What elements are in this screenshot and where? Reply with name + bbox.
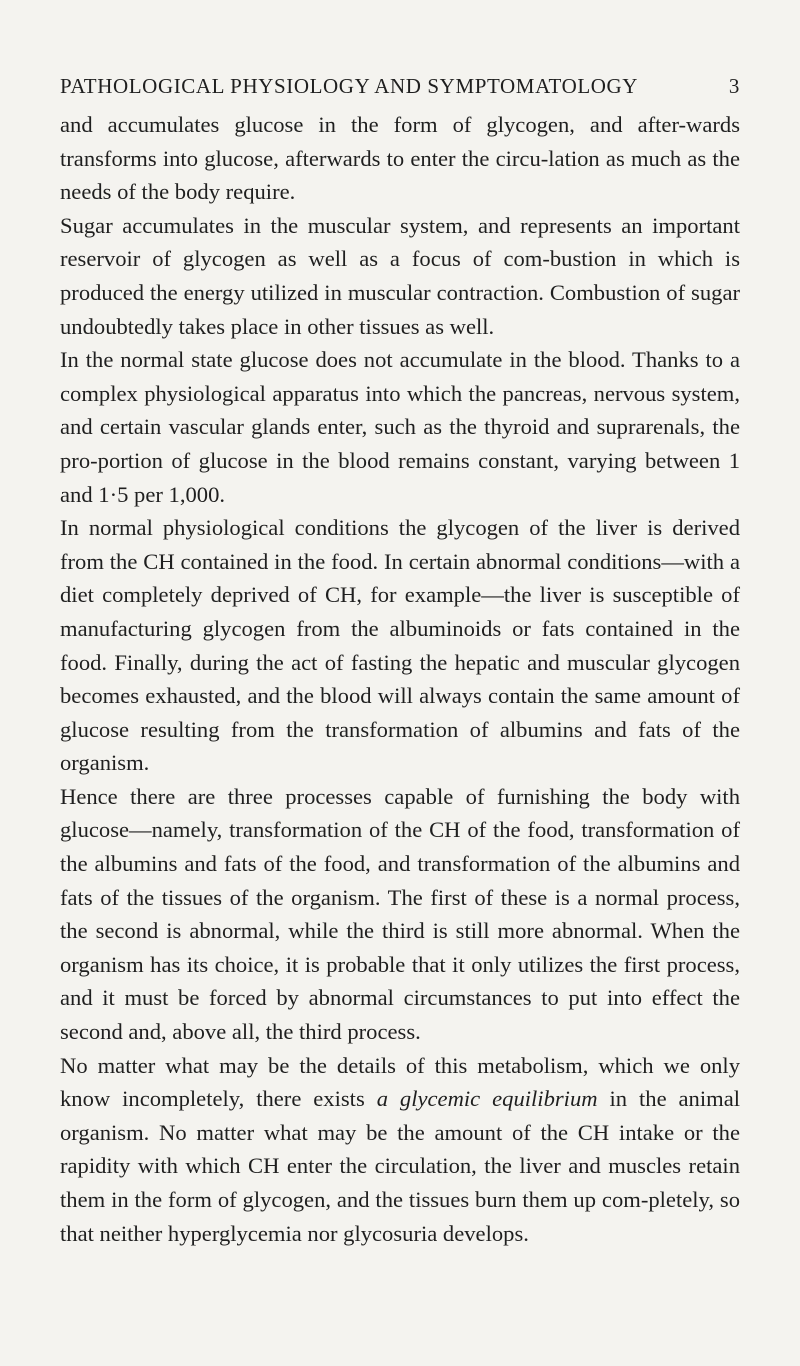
body-text (60, 108, 740, 1250)
paragraph-text: in the animal organism. No matter what may be the amount of the CH intake or the rapidity with which CH enter the circulation, the liver and muscles retain them in the form of glycogen, and the tissues burn them up com-pletely, so that neither hyperglycemia nor glycosuria develops. (60, 1086, 741, 1246)
running-title: PATHOLOGICAL PHYSIOLOGY AND SYMPTOMATOLOGY (60, 74, 639, 98)
emphasized-term: a glycemic equilibrium (376, 1086, 598, 1112)
paragraph: and accumulates glucose in the form of glycogen, and after-wards transforms into glucose, afterwards to enter the circu-lation as much as the needs of the body require. (60, 112, 740, 205)
paragraph: Hence there are three processes capable of furnishing the body with glucose—namely, transformation of the CH of the food, transformation of the albumins and fats of the food, and transformation of the albumins and fats of the tissues of the organism. The first of these is a normal process, the second is abnormal, while the third is still more abnormal. When the organism has its choice, it is probable that it only utilizes the first process, and it must be forced by abnormal circumstances to put into effect the second and, above all, the third process. (60, 783, 740, 1045)
paragraph: In normal physiological conditions the glycogen of the liver is derived from the CH contained in the food. In certain abnormal conditions—with a diet completely deprived of CH, for example—the liver is susceptible of manufacturing glycogen from the albuminoids or fats contained in the food. Finally, during the act of fasting the hepatic and muscular glycogen becomes exhausted, and the blood will always contain the same amount of glucose resulting from the transformation of albumins and fats of the organism. (60, 515, 740, 776)
paragraph (60, 1049, 740, 1251)
paragraph: In the normal state glucose does not accumulate in the blood. Thanks to a complex physiological apparatus into which the pancreas, nervous system, and certain vascular glands enter, such as the thyroid and suprarenals, the pro-portion of glucose in the blood remains constant, varying between 1 and 1·5 per 1,000. (60, 347, 740, 507)
page-number: 3 (728, 74, 740, 98)
paragraph: Sugar accumulates in the muscular system, and represents an important reservoir of glycogen as well as a focus of com-bustion in which is produced the energy utilized in muscular contraction. Combustion of sugar undoubtedly takes place in other tissues as well. (60, 212, 740, 339)
paragraph-text: No matter what may be the details of this metabolism, which we only know incompletely, there exists (60, 1052, 740, 1112)
running-head (60, 76, 740, 97)
